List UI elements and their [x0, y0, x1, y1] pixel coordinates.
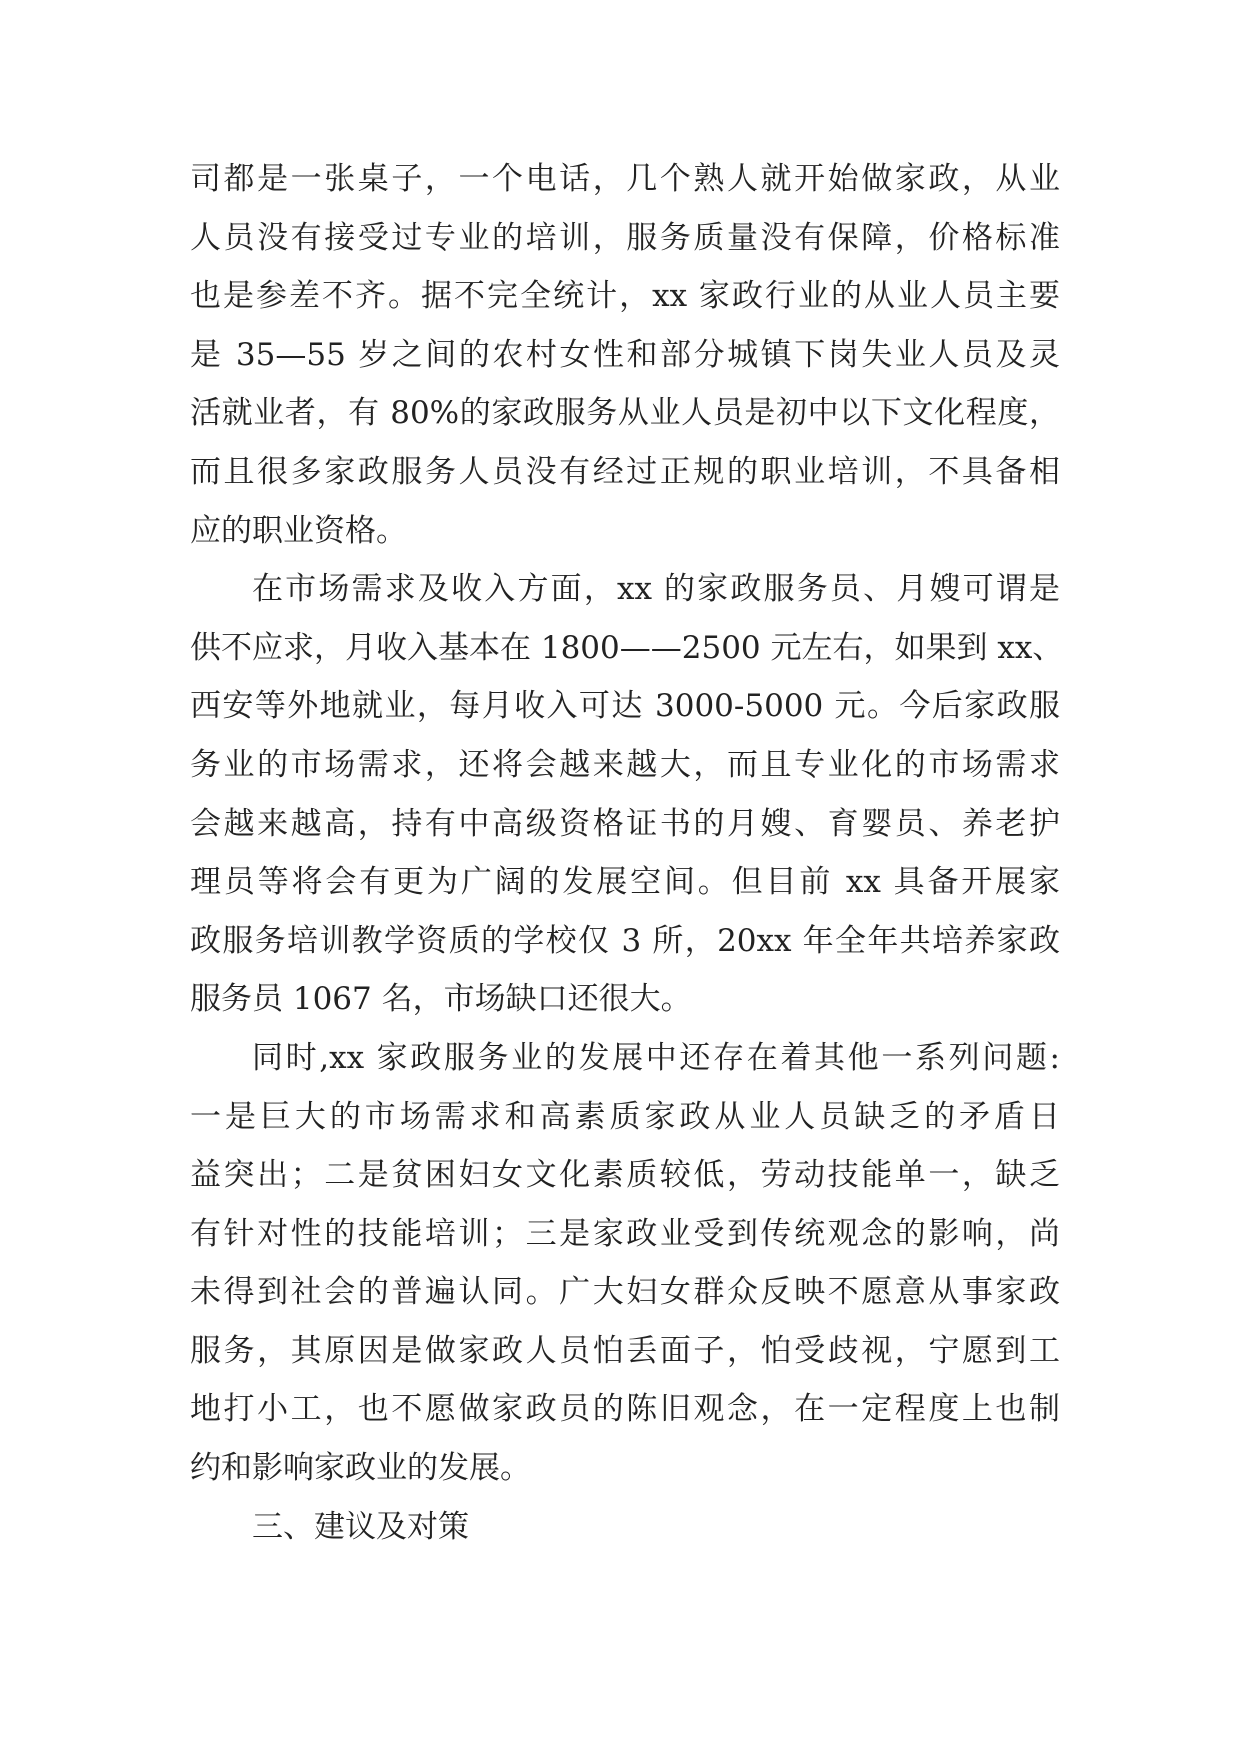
text-line: 而且很多家政服务人员没有经过正规的职业培训，不具备相 — [190, 453, 1060, 490]
text-line: 司都是一张桌子，一个电话，几个熟人就开始做家政，从业 — [190, 161, 1060, 197]
text-line: 约和影响家政业的发展。 — [190, 1450, 531, 1487]
text-line: 服务，其原因是做家政人员怕丢面子，怕受歧视，宁愿到工 — [190, 1332, 1060, 1369]
document-body — [190, 150, 1064, 1556]
text-line: 会越来越高，持有中高级资格证书的月嫂、育婴员、养老护 — [190, 805, 1060, 842]
text-line: 应的职业资格。 — [190, 512, 407, 549]
paragraph-1 — [190, 150, 1060, 560]
text-line: 同时,xx 家政服务业的发展中还存在着其他一系列问题: — [252, 1039, 1060, 1076]
text-line: 在市场需求及收入方面，xx 的家政服务员、月嫂可谓是 — [252, 571, 1060, 608]
text-line: 也是参差不齐。据不完全统计，xx 家政行业的从业人员主要 — [190, 278, 1060, 315]
text-line: 服务员 1067 名，市场缺口还很大。 — [190, 981, 692, 1018]
paragraph-3 — [190, 1029, 1060, 1498]
text-line: 政服务培训教学资质的学校仅 3 所，20xx 年全年共培养家政 — [190, 922, 1060, 959]
text-line: 未得到社会的普遍认同。广大妇女群众反映不愿意从事家政 — [190, 1274, 1060, 1311]
text-line: 务业的市场需求，还将会越来越大，而且专业化的市场需求 — [190, 746, 1060, 783]
text-line: 活就业者，有 80%的家政服务从业人员是初中以下文化程度， — [190, 395, 1060, 432]
text-line: 供不应求，月收入基本在 1800——2500 元左右，如果到 xx、 — [190, 629, 1064, 666]
text-line: 是 35—55 岁之间的农村女性和部分城镇下岗失业人员及灵 — [190, 336, 1060, 373]
text-line: 地打小工，也不愿做家政员的陈旧观念，在一定程度上也制 — [190, 1391, 1060, 1428]
text-line: 一是巨大的市场需求和高素质家政从业人员缺乏的矛盾日 — [190, 1098, 1060, 1135]
text-line: 理员等将会有更为广阔的发展空间。但目前 xx 具备开展家 — [190, 864, 1060, 901]
text-line: 西安等外地就业，每月收入可达 3000-5000 元。今后家政服 — [190, 688, 1060, 725]
section-heading: 三、建议及对策 — [252, 1508, 469, 1545]
paragraph-2 — [190, 560, 1064, 1029]
text-line: 益突出；二是贫困妇女文化素质较低，劳动技能单一，缺乏 — [190, 1157, 1060, 1194]
text-line: 人员没有接受过专业的培训，服务质量没有保障，价格标准 — [190, 219, 1060, 256]
text-line: 有针对性的技能培训；三是家政业受到传统观念的影响，尚 — [190, 1215, 1060, 1252]
